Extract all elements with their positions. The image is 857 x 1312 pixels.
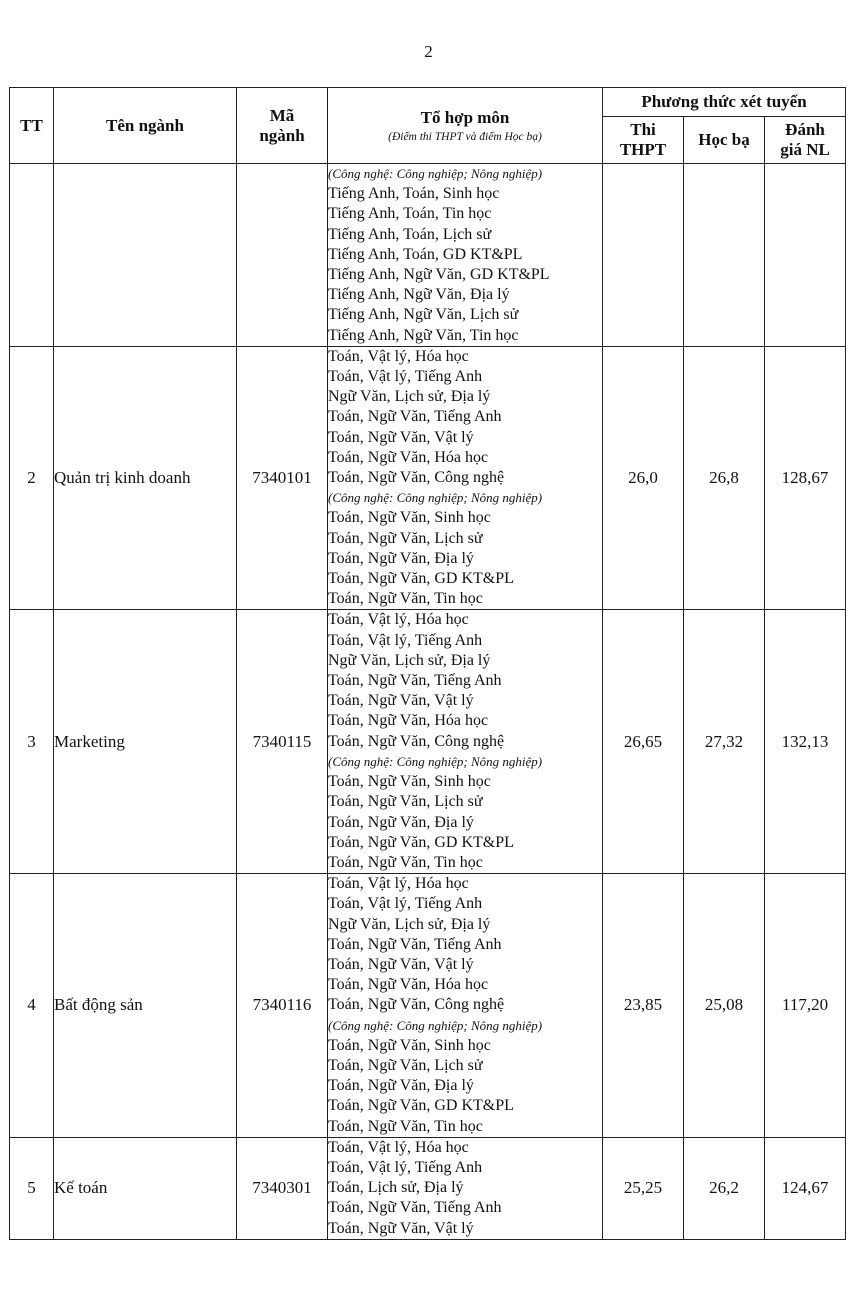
- row-score-thpt: 26,0: [603, 346, 684, 610]
- row-major-name: Bất động sản: [54, 874, 237, 1138]
- row-major-name: Marketing: [54, 610, 237, 874]
- header-subject-combos: [328, 88, 603, 164]
- combo-item: Toán, Ngữ Văn, Địa lý: [328, 1077, 474, 1095]
- combo-item: Toán, Ngữ Văn, Tin học: [328, 590, 483, 608]
- combo-item: Tiếng Anh, Toán, GD KT&PL: [328, 245, 523, 263]
- row-score-transcript: [684, 164, 765, 347]
- row-score-competency: 124,67: [765, 1137, 846, 1239]
- row-subject-combos: [328, 164, 603, 347]
- row-major-code: 7340116: [237, 874, 328, 1138]
- header-subject-combos-title: Tổ hợp môn: [420, 107, 510, 127]
- row-score-competency: 128,67: [765, 346, 846, 610]
- table-row: [10, 610, 846, 874]
- combo-item: Toán, Vật lý, Tiếng Anh: [328, 1158, 483, 1176]
- row-major-name: Kế toán: [54, 1137, 237, 1239]
- row-tt: 2: [10, 346, 54, 610]
- combo-note: (Công nghệ: Công nghiệp; Nông nghiệp): [328, 753, 543, 769]
- combo-item: Toán, Vật lý, Hóa học: [328, 875, 469, 893]
- table-body: [10, 164, 846, 1240]
- header-competency-exam: Đánh giá NL: [765, 117, 846, 164]
- combo-item: Toán, Ngữ Văn, GD KT&PL: [328, 570, 514, 588]
- row-subject-combos: [328, 874, 603, 1138]
- row-subject-combos: [328, 1137, 603, 1239]
- row-tt: [10, 164, 54, 347]
- combo-item: Toán, Ngữ Văn, Sinh học: [328, 773, 491, 791]
- combo-item: Toán, Ngữ Văn, Địa lý: [328, 813, 474, 831]
- table-row: [10, 164, 846, 347]
- combo-item: Toán, Ngữ Văn, Hóa học: [328, 712, 489, 730]
- combo-item: Toán, Lịch sử, Địa lý: [328, 1179, 464, 1197]
- row-score-transcript: 26,8: [684, 346, 765, 610]
- combo-item: Tiếng Anh, Ngữ Văn, Tin học: [328, 326, 519, 344]
- combo-note: (Công nghệ: Công nghiệp; Nông nghiệp): [328, 490, 543, 506]
- combo-item: Toán, Ngữ Văn, Lịch sử: [328, 1056, 483, 1074]
- row-score-transcript: 25,08: [684, 874, 765, 1138]
- admissions-table: [9, 87, 846, 1240]
- row-major-code: [237, 164, 328, 347]
- combo-note: (Công nghệ: Công nghiệp; Nông nghiệp): [328, 1017, 543, 1033]
- row-tt: 4: [10, 874, 54, 1138]
- row-score-competency: 132,13: [765, 610, 846, 874]
- combo-item: Toán, Ngữ Văn, GD KT&PL: [328, 833, 514, 851]
- combo-item: Toán, Ngữ Văn, Tiếng Anh: [328, 1199, 502, 1217]
- combo-item: Tiếng Anh, Ngữ Văn, GD KT&PL: [328, 266, 550, 284]
- combo-item: Toán, Vật lý, Tiếng Anh: [328, 895, 483, 913]
- combo-item: Tiếng Anh, Toán, Sinh học: [328, 185, 500, 203]
- row-score-transcript: 26,2: [684, 1137, 765, 1239]
- header-thpt-exam: Thi THPT: [603, 117, 684, 164]
- combo-item: Toán, Vật lý, Hóa học: [328, 611, 469, 629]
- table-row: [10, 1137, 846, 1239]
- combo-item: Toán, Ngữ Văn, Vật lý: [328, 692, 474, 710]
- header-major-name: Tên ngành: [54, 88, 237, 164]
- combo-item: Toán, Ngữ Văn, Sinh học: [328, 1036, 491, 1054]
- combo-item: Ngữ Văn, Lịch sử, Địa lý: [328, 388, 491, 406]
- combo-item: Toán, Ngữ Văn, Tiếng Anh: [328, 935, 502, 953]
- row-score-competency: [765, 164, 846, 347]
- combo-item: Toán, Vật lý, Tiếng Anh: [328, 631, 483, 649]
- row-score-transcript: 27,32: [684, 610, 765, 874]
- header-admission-methods: Phương thức xét tuyển: [603, 88, 846, 117]
- row-major-name: Quản trị kinh doanh: [54, 346, 237, 610]
- row-score-thpt: 23,85: [603, 874, 684, 1138]
- combo-item: Toán, Ngữ Văn, Vật lý: [328, 1219, 474, 1237]
- page-number: 2: [424, 42, 433, 61]
- combo-item: Toán, Ngữ Văn, Sinh học: [328, 509, 491, 527]
- combo-item: Toán, Ngữ Văn, Hóa học: [328, 976, 489, 994]
- combo-item: Tiếng Anh, Toán, Tin học: [328, 205, 492, 223]
- row-score-thpt: 26,65: [603, 610, 684, 874]
- row-tt: 3: [10, 610, 54, 874]
- combo-item: Toán, Ngữ Văn, Địa lý: [328, 549, 474, 567]
- table-row: [10, 346, 846, 610]
- row-subject-combos: [328, 346, 603, 610]
- row-score-thpt: [603, 164, 684, 347]
- combo-item: Tiếng Anh, Ngữ Văn, Địa lý: [328, 286, 510, 304]
- combo-item: Toán, Ngữ Văn, Lịch sử: [328, 793, 483, 811]
- combo-item: Tiếng Anh, Toán, Lịch sử: [328, 225, 492, 243]
- combo-item: Toán, Vật lý, Tiếng Anh: [328, 368, 483, 386]
- row-major-code: 7340101: [237, 346, 328, 610]
- table-header: [10, 88, 846, 164]
- combo-item: Toán, Ngữ Văn, Công nghệ: [328, 996, 505, 1014]
- combo-item: Toán, Ngữ Văn, Vật lý: [328, 955, 474, 973]
- row-score-competency: 117,20: [765, 874, 846, 1138]
- table-row: [10, 874, 846, 1138]
- combo-item: Toán, Ngữ Văn, Công nghệ: [328, 469, 505, 487]
- row-major-code: 7340301: [237, 1137, 328, 1239]
- row-major-name: [54, 164, 237, 347]
- row-tt: 5: [10, 1137, 54, 1239]
- combo-item: Toán, Ngữ Văn, Công nghệ: [328, 732, 505, 750]
- combo-item: Toán, Vật lý, Hóa học: [328, 1138, 469, 1156]
- combo-item: Toán, Ngữ Văn, Lịch sử: [328, 529, 483, 547]
- header-tt: TT: [10, 88, 54, 164]
- combo-item: Toán, Ngữ Văn, Tin học: [328, 853, 483, 871]
- combo-item: Ngữ Văn, Lịch sử, Địa lý: [328, 651, 491, 669]
- combo-item: Toán, Ngữ Văn, Tiếng Anh: [328, 408, 502, 426]
- header-subject-combos-note: (Điểm thi THPT và điểm Học bạ): [388, 130, 542, 143]
- combo-item: Toán, Ngữ Văn, GD KT&PL: [328, 1097, 514, 1115]
- header-major-code: Mã ngành: [237, 88, 328, 164]
- row-score-thpt: 25,25: [603, 1137, 684, 1239]
- combo-item: Toán, Ngữ Văn, Hóa học: [328, 448, 489, 466]
- combo-item: Toán, Vật lý, Hóa học: [328, 347, 469, 365]
- combo-item: Toán, Ngữ Văn, Vật lý: [328, 428, 474, 446]
- combo-item: Toán, Ngữ Văn, Tin học: [328, 1117, 483, 1135]
- combo-item: Toán, Ngữ Văn, Tiếng Anh: [328, 672, 502, 690]
- combo-note: (Công nghệ: Công nghiệp; Nông nghiệp): [328, 166, 543, 181]
- header-transcript: Học bạ: [684, 117, 765, 164]
- combo-item: Tiếng Anh, Ngữ Văn, Lịch sử: [328, 306, 519, 324]
- row-subject-combos: [328, 610, 603, 874]
- combo-item: Ngữ Văn, Lịch sử, Địa lý: [328, 915, 491, 933]
- row-major-code: 7340115: [237, 610, 328, 874]
